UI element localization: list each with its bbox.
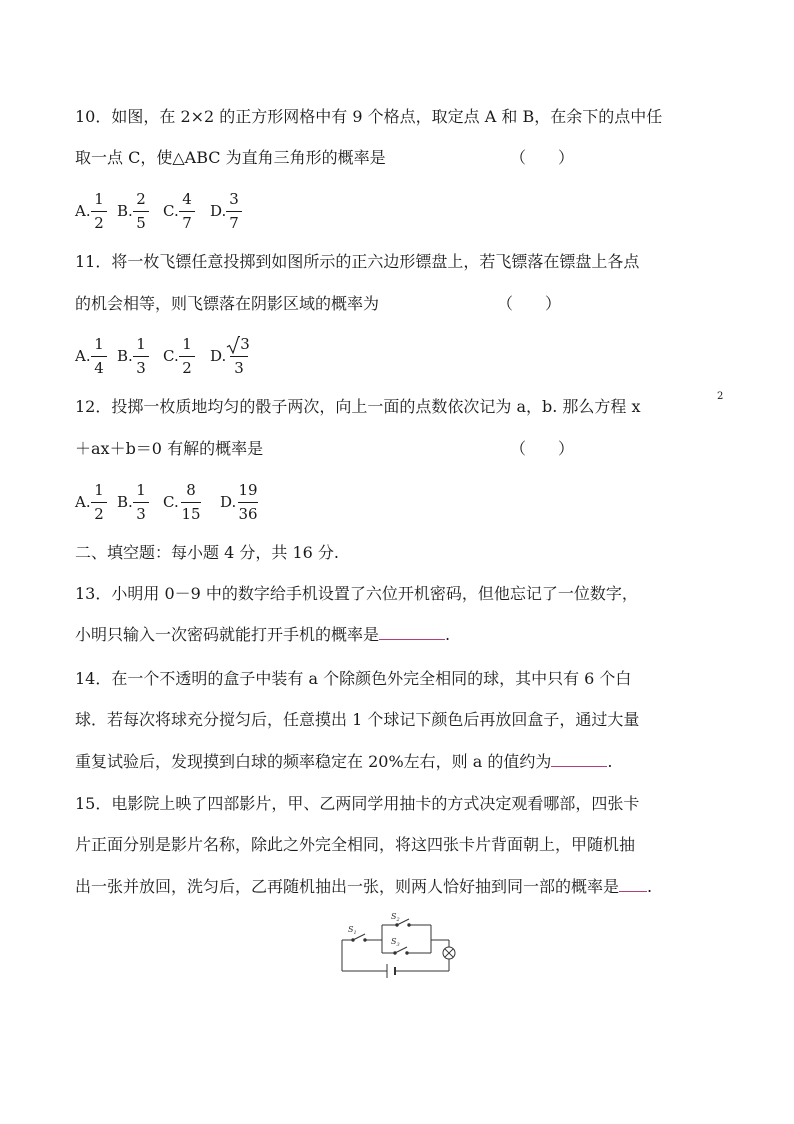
option-label: B. <box>117 493 133 511</box>
fraction-bar <box>133 211 149 212</box>
q15-period: . <box>647 877 653 896</box>
fraction-numerator: 1 <box>94 335 104 353</box>
fraction-numerator: 1 <box>94 190 104 208</box>
option-label: A. <box>75 202 91 220</box>
battery-icon <box>387 964 395 978</box>
option-label: A. <box>75 347 91 365</box>
fraction-denominator: 7 <box>229 214 239 232</box>
switch-terminal <box>364 939 367 942</box>
q15-line-3 <box>75 877 652 897</box>
q15-answer-blank[interactable] <box>619 877 647 892</box>
q14-answer-blank[interactable] <box>551 752 607 767</box>
q10-answer-paren: （ ） <box>510 148 575 167</box>
fraction-denominator: 2 <box>94 505 104 523</box>
fraction-bar <box>230 356 248 357</box>
q13-line-1: 13．小明用 0－9 中的数字给手机设置了六位开机密码，但他忘记了一位数字， <box>75 584 638 603</box>
q15-line-2: 片正面分别是影片名称，除此之外完全相同，将这四张卡片背面朝上，甲随机抽 <box>75 835 636 854</box>
q12-line-1: 12．投掷一枚质地均匀的骰子两次，向上一面的点数依次记为 a，b. 那么方程 x <box>75 397 641 416</box>
fraction-numerator: 1 <box>136 335 146 353</box>
q15-text: 出一张并放回，洗匀后，乙再随机抽出一张，则两人恰好抽到同一部的概率是 <box>75 877 620 896</box>
switch-terminal <box>406 952 409 955</box>
fraction-numerator: 4 <box>182 190 192 208</box>
fraction-bar <box>179 211 195 212</box>
fraction-bar <box>133 502 149 503</box>
q10-line-2: 取一点 C，使△ABC 为直角三角形的概率是 <box>75 148 386 167</box>
fraction-numerator: 1 <box>94 481 104 499</box>
q12-line-2: ＋ax＋b＝0 有解的概率是 <box>75 439 264 458</box>
q13-answer-blank[interactable] <box>379 625 445 640</box>
option-label: C. <box>163 493 179 511</box>
fraction-denominator: 5 <box>136 214 146 232</box>
q14-line-3 <box>75 752 612 772</box>
q12-answer-paren: （ ） <box>510 439 575 458</box>
option-label: A. <box>75 493 91 511</box>
option-label: B. <box>117 202 133 220</box>
fraction-bar <box>238 502 258 503</box>
fraction-bar <box>91 502 107 503</box>
q14-line-2: 球．若每次将球充分搅匀后，任意摸出 1 个球记下颜色后再放回盒子，通过大量 <box>75 710 640 729</box>
circuit-diagram <box>335 910 465 978</box>
fraction-bar <box>226 211 242 212</box>
label-s3: $S_3$ <box>391 937 400 948</box>
fraction-denominator: 2 <box>94 214 104 232</box>
q13-text: 小明只输入一次密码就能打开手机的概率是 <box>75 625 380 644</box>
q12-exponent: 2 <box>717 391 724 402</box>
fraction-numerator: 3 <box>229 190 239 208</box>
fraction-numerator: 1 <box>182 335 192 353</box>
q14-line-1: 14．在一个不透明的盒子中装有 a 个除颜色外完全相同的球，其中只有 6 个白 <box>75 669 632 688</box>
fraction-denominator: 36 <box>238 505 258 523</box>
fraction-bar <box>181 502 201 503</box>
fraction-bar <box>91 211 107 212</box>
fraction-denominator: 3 <box>136 359 146 377</box>
option-label: C. <box>163 347 179 365</box>
label-s1: $S_1$ <box>348 925 357 936</box>
q10-line-1: 10．如图，在 2×2 的正方形网格中有 9 个格点，取定点 A 和 B，在余下的点中任 <box>75 107 663 126</box>
option-label: D. <box>220 493 237 511</box>
fraction-denominator: 2 <box>182 359 192 377</box>
switch-terminal <box>396 924 399 927</box>
fraction-numerator: 1 <box>136 481 146 499</box>
option-label: D. <box>210 202 227 220</box>
q11-answer-paren: （ ） <box>497 294 562 313</box>
q13-line-2 <box>75 625 450 645</box>
switch-terminal <box>394 952 397 955</box>
switch-terminal <box>352 939 355 942</box>
q14-text: 重复试验后，发现摸到白球的频率稳定在 20%左右，则 a 的值约为 <box>75 752 552 771</box>
fraction-bar <box>179 356 195 357</box>
fraction-numerator: 8 <box>186 481 196 499</box>
fraction-denominator: 15 <box>181 505 201 523</box>
fraction-bar <box>133 356 149 357</box>
fraction-denominator: 3 <box>136 505 146 523</box>
fraction-denominator: 4 <box>94 359 104 377</box>
option-label: D. <box>210 347 227 365</box>
q11-line-1: 11．将一枚飞镖任意投掷到如图所示的正六边形镖盘上，若飞镖落在镖盘上各点 <box>75 252 640 271</box>
label-s2: $S_2$ <box>391 912 400 923</box>
switch-terminal <box>408 924 411 927</box>
option-label: C. <box>163 202 179 220</box>
option-label: B. <box>117 347 133 365</box>
q15-line-1: 15．电影院上映了四部影片，甲、乙两同学用抽卡的方式决定观看哪部，四张卡 <box>75 794 640 813</box>
section-heading-fill-in: 二、填空题：每小题 4 分，共 16 分. <box>75 543 339 562</box>
fraction-numerator: 3 <box>240 335 250 353</box>
fraction-bar <box>91 356 107 357</box>
fraction-denominator: 7 <box>182 214 192 232</box>
fraction-numerator: 2 <box>136 190 146 208</box>
q11-line-2: 的机会相等，则飞镖落在阴影区域的概率为 <box>75 294 380 313</box>
fraction-numerator: 19 <box>238 481 258 499</box>
q13-period: . <box>445 625 451 644</box>
fraction-denominator: 3 <box>234 359 244 377</box>
q14-period: . <box>607 752 613 771</box>
